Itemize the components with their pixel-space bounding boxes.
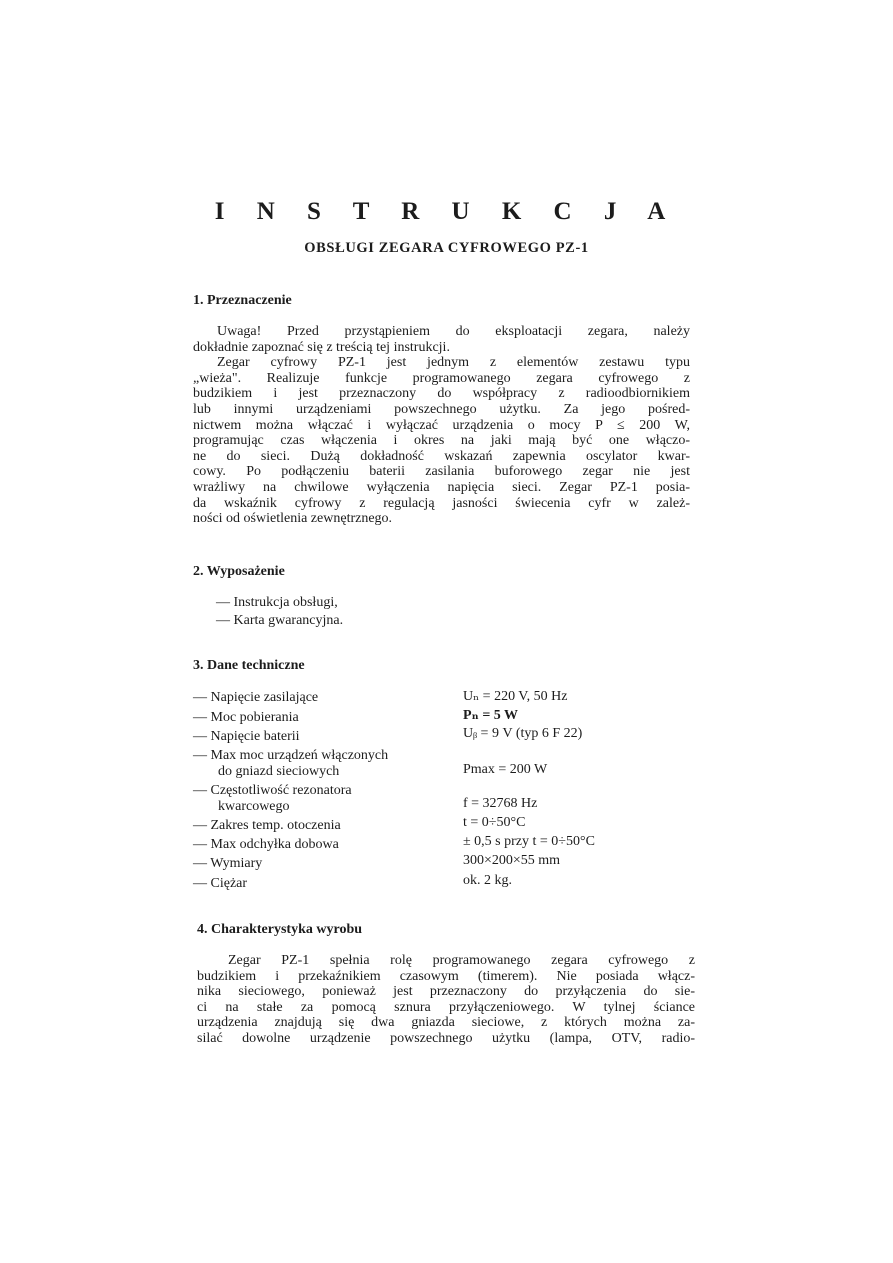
section-paragraph-przeznaczenie bbox=[193, 324, 690, 527]
equipment-list bbox=[216, 594, 343, 630]
section-heading-wyposazenie: 2. Wyposażenie bbox=[193, 564, 285, 579]
paragraph-line: Zegar cyfrowy PZ-1 jest jednym z elementów zestawu typu bbox=[217, 355, 690, 371]
spec-label-continued: do gniazd sieciowych bbox=[218, 764, 340, 779]
paragraph-line: „wieża". Realizuje funkcje programowanego zegara cyfrowego z bbox=[193, 370, 690, 386]
spec-label: — Ciężar bbox=[193, 876, 248, 891]
paragraph-line: nika sieciowego, ponieważ jest przeznaczony do przyłączenia do sie- bbox=[197, 984, 695, 1000]
section-heading-charakterystyka: 4. Charakterystyka wyrobu bbox=[197, 922, 363, 937]
document-subtitle: OBSŁUGI ZEGARA CYFROWEGO PZ-1 bbox=[304, 240, 589, 256]
spec-label: — Częstotliwość rezonatora bbox=[193, 783, 352, 798]
section-heading-przeznaczenie: 1. Przeznaczenie bbox=[193, 293, 292, 308]
spec-value: ok. 2 kg. bbox=[463, 873, 512, 888]
document-title: I N S T R U K C J A bbox=[214, 198, 679, 225]
spec-label-continued: kwarcowego bbox=[218, 799, 290, 814]
spec-value: f = 32768 Hz bbox=[463, 796, 538, 811]
paragraph-line: urządzenia znajdują się dwa gniazda sieciowe, z których można za- bbox=[197, 1015, 695, 1031]
spec-label: — Napięcie baterii bbox=[193, 729, 300, 744]
paragraph-line: ności od oświetlenia zewnętrznego. bbox=[193, 511, 393, 527]
spec-label: — Max odchyłka dobowa bbox=[193, 837, 339, 852]
spec-value: t = 0÷50°C bbox=[463, 815, 526, 830]
paragraph-line: cowy. Po podłączeniu baterii zasilania buforowego zegar nie jest bbox=[193, 464, 690, 480]
list-item: — Instrukcja obsługi, bbox=[216, 595, 338, 610]
paragraph-line: programując czas włączenia i okres na jaki mają być one włączo- bbox=[193, 433, 690, 449]
spec-value: Pₙ = 5 W bbox=[463, 708, 519, 723]
paragraph-line: budzikiem i jest przeznaczony do współpracy z radioodbiornikiem bbox=[193, 386, 690, 402]
paragraph-line: da wskaźnik cyfrowy z regulacją jasności świecenia cyfr w zależ- bbox=[193, 495, 690, 511]
paragraph-line: Zegar PZ-1 spełnia rolę programowanego zegara cyfrowego z bbox=[228, 953, 695, 968]
paragraph-line: silać dowolne urządzenie powszechnego użytku (lampa, OTV, radio- bbox=[197, 1030, 695, 1046]
paragraph-line: nictwem można włączać i wyłączać urządzenia o mocy P ≤ 200 W, bbox=[193, 417, 690, 433]
paragraph-line: lub innymi urządzeniami powszechnego użytku. Za jego pośred- bbox=[193, 401, 690, 417]
spec-value: ± 0,5 s przy t = 0÷50°C bbox=[463, 834, 595, 849]
spec-value: Pmax = 200 W bbox=[463, 762, 548, 777]
spec-label: — Wymiary bbox=[193, 856, 263, 871]
spec-value: Uₙ = 220 V, 50 Hz bbox=[463, 689, 568, 704]
section-paragraph-charakterystyka bbox=[197, 953, 695, 1047]
spec-label: — Max moc urządzeń włączonych bbox=[193, 748, 389, 763]
spec-label: — Moc pobierania bbox=[193, 710, 299, 725]
paragraph-line: wrażliwy na chwilowe wyłączenia napięcia sieci. Zegar PZ-1 posia- bbox=[193, 479, 690, 495]
list-item: — Karta gwarancyjna. bbox=[216, 613, 344, 628]
spec-value: 300×200×55 mm bbox=[463, 853, 561, 868]
paragraph-line: dokładnie zapoznać się z treścią tej instrukcji. bbox=[193, 339, 450, 355]
paragraph-line: ne do sieci. Dużą dokładność wskazań zapewnia oscylator kwar- bbox=[193, 448, 690, 464]
spec-label: — Napięcie zasilające bbox=[193, 690, 319, 705]
paragraph-line: budzikiem i przekaźnikiem czasowym (timerem). Nie posiada włącz- bbox=[197, 968, 695, 984]
spec-label: — Zakres temp. otoczenia bbox=[193, 818, 341, 833]
section-heading-dane-techniczne: 3. Dane techniczne bbox=[193, 658, 305, 673]
paragraph-line: ci na stałe za pomocą sznura przyłączeniowego. W tylnej ściance bbox=[197, 999, 695, 1015]
paragraph-line: Uwaga! Przed przystąpieniem do eksploatacji zegara, należy bbox=[217, 324, 690, 339]
spec-value: Uᵦ = 9 V (typ 6 F 22) bbox=[463, 726, 583, 741]
